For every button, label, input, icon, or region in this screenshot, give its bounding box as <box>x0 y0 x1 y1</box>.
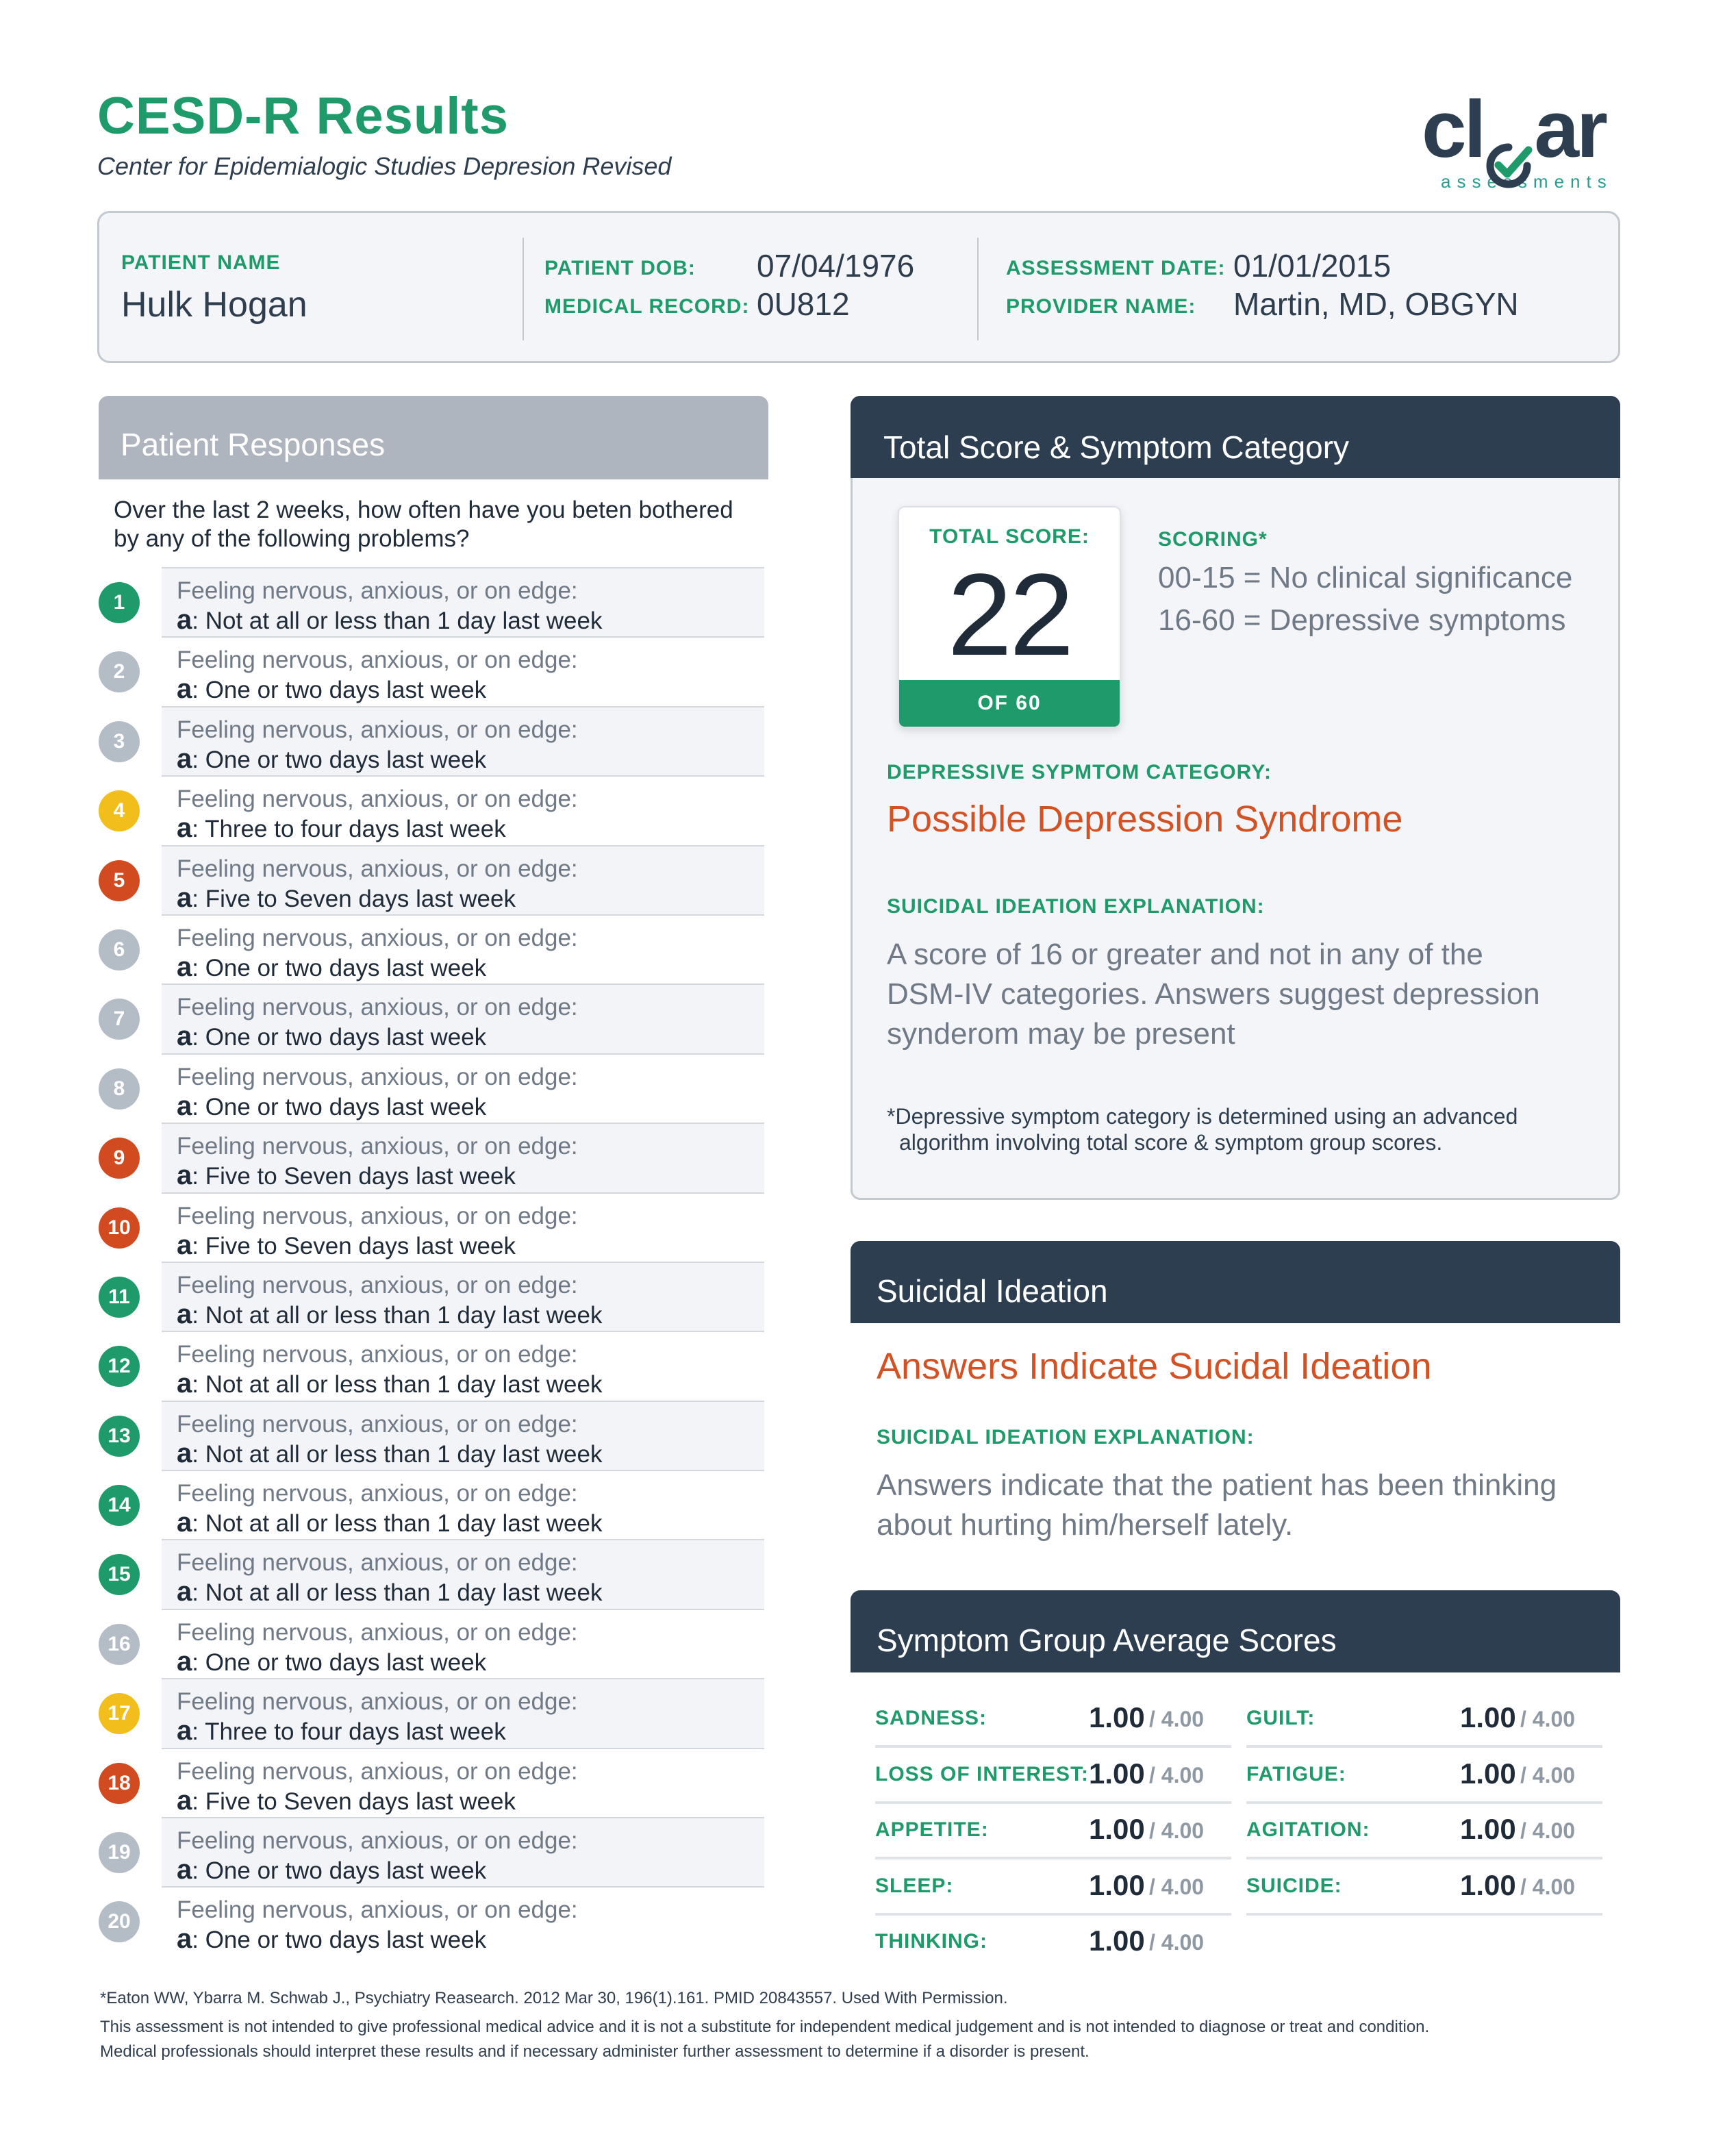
response-question: Feeling nervous, anxious, or on edge: <box>177 1410 578 1438</box>
response-question: Feeling nervous, anxious, or on edge: <box>177 1271 578 1299</box>
patient-responses-title: Patient Responses <box>99 396 768 479</box>
symptom-group-name: SLEEP: <box>875 1874 954 1897</box>
response-number-badge: 7 <box>99 999 140 1040</box>
response-card <box>162 1817 764 1886</box>
response-number-badge: 3 <box>99 721 140 762</box>
response-card <box>162 914 764 983</box>
symptom-group-score: 1.00 <box>1460 1757 1516 1790</box>
response-card <box>162 567 764 636</box>
symptom-group-max: / 4.00 <box>1520 1874 1576 1899</box>
answer-prefix: a <box>177 605 192 635</box>
disclaimer-line: This assessment is not intended to give professional medical advice and it is not a substitute for independent medical judgement and is not intended to diagnose or treat and condition. <box>100 2018 1430 2036</box>
response-number-badge: 14 <box>99 1485 140 1526</box>
response-question: Feeling nervous, anxious, or on edge: <box>177 1133 578 1160</box>
answer-prefix: a <box>177 1507 192 1538</box>
answer-text: Not at all or less than 1 day last week <box>205 1510 603 1538</box>
response-card <box>162 1123 764 1192</box>
symptom-group-row <box>875 1803 1231 1859</box>
response-number-badge: 10 <box>99 1207 140 1249</box>
response-card <box>162 1331 764 1400</box>
response-number-badge: 11 <box>99 1277 140 1318</box>
response-card <box>162 1401 764 1470</box>
response-item <box>99 1817 768 1886</box>
response-item <box>99 1401 768 1470</box>
answer-prefix: a <box>177 1855 192 1885</box>
answer-prefix: a <box>177 1229 192 1260</box>
response-question: Feeling nervous, anxious, or on edge: <box>177 786 578 813</box>
response-card <box>162 775 764 844</box>
response-item <box>99 706 768 775</box>
response-answer: a: Not at all or less than 1 day last week <box>177 1299 603 1329</box>
answer-text: One or two days last week <box>205 1024 487 1051</box>
response-answer: a: One or two days last week <box>177 1090 487 1121</box>
symptom-group-row <box>1246 1748 1602 1804</box>
symptom-group-max: / 4.00 <box>1149 1707 1205 1731</box>
category-explanation <box>887 935 1540 1054</box>
response-item <box>99 914 768 983</box>
response-number-badge: 9 <box>99 1138 140 1179</box>
response-answer: a: One or two days last week <box>177 674 487 705</box>
medical-record-label: MEDICAL RECORD: <box>544 295 750 318</box>
response-answer: a: Three to four days last week <box>177 813 506 844</box>
explanation-line: about hurting him/herself lately. <box>877 1508 1294 1542</box>
response-number-badge: 5 <box>99 860 140 901</box>
response-item <box>99 1678 768 1747</box>
response-card <box>162 845 764 914</box>
symptom-group-max: / 4.00 <box>1520 1762 1576 1788</box>
response-card <box>162 1609 764 1678</box>
response-card <box>162 1539 764 1608</box>
response-item <box>99 1262 768 1331</box>
patient-name: Hulk Hogan <box>121 285 307 325</box>
response-answer: a: One or two days last week <box>177 1646 487 1677</box>
answer-prefix: a <box>177 1368 192 1399</box>
answer-text: One or two days last week <box>205 1927 487 1954</box>
page-subtitle: Center for Epidemialogic Studies Depresion Revised <box>97 152 672 180</box>
response-item <box>99 567 768 636</box>
scoring-line: 00-15 = No clinical significance <box>1158 561 1573 594</box>
clear-assessments-logo <box>1422 84 1620 192</box>
answer-prefix: a <box>177 743 192 774</box>
response-number-badge: 6 <box>99 929 140 970</box>
response-answer: a: Five to Seven days last week <box>177 1160 516 1191</box>
response-answer: a: Not at all or less than 1 day last week <box>177 605 603 635</box>
symptom-group-name: AGITATION: <box>1246 1818 1370 1841</box>
symptom-group-name: LOSS OF INTEREST: <box>875 1762 1090 1785</box>
symptom-group-max: / 4.00 <box>1149 1818 1205 1843</box>
response-answer: a: One or two days last week <box>177 1021 487 1052</box>
response-card <box>162 1192 764 1262</box>
symptom-group-row <box>875 1915 1231 1971</box>
symptom-group-name: FATIGUE: <box>1246 1762 1346 1785</box>
total-score-max: OF 60 <box>899 680 1120 727</box>
response-answer: a: Not at all or less than 1 day last week <box>177 1368 603 1399</box>
patient-dob: 07/04/1976 <box>757 248 915 284</box>
symptom-group-panel <box>851 1590 1620 1974</box>
symptom-group-row <box>875 1692 1231 1748</box>
response-answer: a: Five to Seven days last week <box>177 1229 516 1260</box>
citation: *Eaton WW, Ybarra M. Schwab J., Psychiatry Reasearch. 2012 Mar 30, 196(1).161. PMID 20843557. Used With Permission. <box>100 1989 1008 2007</box>
response-question: Feeling nervous, anxious, or on edge: <box>177 1757 578 1785</box>
provider-name-label: PROVIDER NAME: <box>1006 295 1196 318</box>
response-item <box>99 1192 768 1262</box>
symptom-group-name: APPETITE: <box>875 1818 989 1841</box>
divider <box>523 238 524 340</box>
response-item <box>99 1539 768 1608</box>
symptom-group-row <box>875 1748 1231 1804</box>
response-item <box>99 983 768 1053</box>
symptom-category-label: DEPRESSIVE SYPMTOM CATEGORY: <box>887 761 1272 784</box>
response-item <box>99 1609 768 1678</box>
answer-text: Three to four days last week <box>205 816 506 843</box>
symptom-group-name: SUICIDE: <box>1246 1874 1342 1897</box>
answer-prefix: a <box>177 1160 192 1191</box>
medical-record: 0U812 <box>757 286 850 322</box>
patient-info-box <box>97 211 1620 363</box>
response-answer: a: Five to Seven days last week <box>177 1785 516 1816</box>
symptom-group-score: 1.00 <box>1089 1757 1145 1790</box>
answer-prefix: a <box>177 1716 192 1746</box>
explanation-line: Answers indicate that the patient has been thinking <box>877 1468 1557 1502</box>
symptom-group-score: 1.00 <box>1089 1813 1145 1845</box>
response-question: Feeling nervous, anxious, or on edge: <box>177 1688 578 1716</box>
response-item <box>99 1123 768 1192</box>
check-icon <box>1485 122 1533 170</box>
scoring-label: SCORING* <box>1158 528 1268 551</box>
response-answer: a: One or two days last week <box>177 951 487 982</box>
answer-prefix: a <box>177 1299 192 1329</box>
response-number-badge: 20 <box>99 1901 140 1942</box>
footnote-line: algorithm involving total score & symptom group scores. <box>899 1130 1443 1155</box>
symptom-group-score: 1.00 <box>1089 1925 1145 1957</box>
answer-text: Three to four days last week <box>205 1718 506 1746</box>
responses-list <box>99 567 768 1956</box>
symptom-group-name: THINKING: <box>875 1930 987 1953</box>
disclaimer-line: Medical professionals should interpret these results and if necessary administer further assessment to determine if a disorder is present. <box>100 2042 1090 2061</box>
answer-text: Not at all or less than 1 day last week <box>205 1301 603 1329</box>
response-answer: a: One or two days last week <box>177 1924 487 1955</box>
response-card <box>162 706 764 775</box>
answer-prefix: a <box>177 1924 192 1955</box>
responses-question: Over the last 2 weeks, how often have you beten bothered by any of the following problems? <box>114 497 733 552</box>
symptom-group-name: GUILT: <box>1246 1707 1316 1729</box>
symptom-group-max: / 4.00 <box>1520 1818 1576 1843</box>
answer-text: Not at all or less than 1 day last week <box>205 1440 603 1468</box>
response-item <box>99 1331 768 1400</box>
category-footnote <box>887 1103 1518 1155</box>
response-question: Feeling nervous, anxious, or on edge: <box>177 1202 578 1229</box>
scoring-line: 16-60 = Depressive symptoms <box>1158 603 1566 637</box>
answer-text: One or two days last week <box>205 746 487 773</box>
total-score-value: 22 <box>947 550 1072 680</box>
assessment-date: 01/01/2015 <box>1233 248 1392 284</box>
answer-text: Not at all or less than 1 day last week <box>205 607 603 634</box>
symptom-category: Possible Depression Syndrome <box>887 799 1403 840</box>
answer-text: Not at all or less than 1 day last week <box>205 1371 603 1399</box>
response-number-badge: 18 <box>99 1763 140 1804</box>
response-answer: a: One or two days last week <box>177 743 487 774</box>
logo-word-end: ar <box>1534 84 1605 175</box>
response-item <box>99 845 768 914</box>
answer-text: One or two days last week <box>205 1649 487 1676</box>
patient-dob-label: PATIENT DOB: <box>544 257 696 279</box>
response-card <box>162 1886 764 1955</box>
symptom-group-score: 1.00 <box>1460 1813 1516 1845</box>
symptom-group-score: 1.00 <box>1460 1868 1516 1901</box>
response-card <box>162 1678 764 1747</box>
symptom-group-max: / 4.00 <box>1149 1874 1205 1899</box>
response-item <box>99 1886 768 1955</box>
divider <box>977 238 979 340</box>
symptom-group-name: SADNESS: <box>875 1707 987 1729</box>
response-question: Feeling nervous, anxious, or on edge: <box>177 1480 578 1507</box>
response-number-badge: 16 <box>99 1624 140 1665</box>
answer-prefix: a <box>177 1646 192 1677</box>
answer-text: One or two days last week <box>205 1857 487 1885</box>
response-card <box>162 1053 764 1123</box>
explanation-line: A score of 16 or greater and not in any of the <box>887 938 1483 971</box>
response-question: Feeling nervous, anxious, or on edge: <box>177 647 578 674</box>
symptom-group-score: 1.00 <box>1089 1701 1145 1733</box>
logo-word-start: cl <box>1422 84 1484 175</box>
response-number-badge: 2 <box>99 651 140 692</box>
response-question: Feeling nervous, anxious, or on edge: <box>177 1896 578 1924</box>
suicidal-ideation-title: Suicidal Ideation <box>851 1241 1620 1323</box>
response-question: Feeling nervous, anxious, or on edge: <box>177 1063 578 1090</box>
response-number-badge: 15 <box>99 1554 140 1595</box>
response-question: Feeling nervous, anxious, or on edge: <box>177 1549 578 1577</box>
response-card <box>162 983 764 1053</box>
response-item <box>99 1748 768 1817</box>
response-card <box>162 636 764 705</box>
symptom-group-row <box>875 1859 1231 1916</box>
answer-prefix: a <box>177 813 192 844</box>
ideation-explanation-label: SUICIDAL IDEATION EXPLANATION: <box>887 895 1265 918</box>
symptom-group-title: Symptom Group Average Scores <box>851 1590 1620 1672</box>
total-score-panel <box>851 396 1620 1200</box>
patient-name-block <box>121 251 307 325</box>
response-question: Feeling nervous, anxious, or on edge: <box>177 1341 578 1368</box>
provider-name: Martin, MD, OBGYN <box>1233 286 1519 322</box>
patient-name-label: PATIENT NAME <box>121 251 281 274</box>
answer-prefix: a <box>177 1438 192 1468</box>
answer-text: Not at all or less than 1 day last week <box>205 1579 603 1607</box>
answer-prefix: a <box>177 1785 192 1816</box>
footnote-line: *Depressive symptom category is determined using an advanced <box>887 1104 1518 1129</box>
response-number-badge: 8 <box>99 1068 140 1110</box>
response-number-badge: 4 <box>99 790 140 831</box>
answer-text: Five to Seven days last week <box>205 1232 516 1259</box>
symptom-group-max: / 4.00 <box>1149 1930 1205 1955</box>
symptom-group-row <box>1246 1859 1602 1916</box>
response-number-badge: 17 <box>99 1693 140 1734</box>
response-answer: a: Not at all or less than 1 day last week <box>177 1577 603 1607</box>
answer-prefix: a <box>177 1021 192 1052</box>
answer-prefix: a <box>177 1577 192 1607</box>
explanation-line: synderom may be present <box>887 1017 1235 1051</box>
response-answer: a: Three to four days last week <box>177 1716 506 1746</box>
response-item <box>99 1053 768 1123</box>
response-answer: a: Five to Seven days last week <box>177 882 516 913</box>
report-header <box>97 87 672 181</box>
answer-text: Five to Seven days last week <box>205 1788 516 1815</box>
logo-tagline: assessments <box>1441 171 1613 192</box>
answer-prefix: a <box>177 1090 192 1121</box>
logo-wordmark <box>1422 84 1620 175</box>
answer-text: Five to Seven days last week <box>205 885 516 912</box>
response-number-badge: 1 <box>99 582 140 623</box>
answer-prefix: a <box>177 674 192 705</box>
response-question: Feeling nervous, anxious, or on edge: <box>177 1618 578 1646</box>
response-item <box>99 636 768 705</box>
response-question: Feeling nervous, anxious, or on edge: <box>177 1827 578 1855</box>
answer-prefix: a <box>177 951 192 982</box>
suicidal-ideation-panel <box>851 1241 1620 1583</box>
answer-text: One or two days last week <box>205 954 487 981</box>
total-score-title: Total Score & Symptom Category <box>851 396 1620 478</box>
symptom-group-row <box>1246 1803 1602 1859</box>
page-title: CESD-R Results <box>97 87 509 145</box>
response-answer: a: Not at all or less than 1 day last week <box>177 1438 603 1468</box>
response-item <box>99 1470 768 1539</box>
symptom-group-row <box>1246 1692 1602 1748</box>
ideation-explanation <box>877 1466 1557 1545</box>
answer-text: One or two days last week <box>205 677 487 704</box>
total-score-label: TOTAL SCORE: <box>929 525 1090 548</box>
response-card <box>162 1262 764 1331</box>
response-answer: a: One or two days last week <box>177 1855 487 1885</box>
answer-prefix: a <box>177 882 192 913</box>
response-question: Feeling nervous, anxious, or on edge: <box>177 716 578 743</box>
answer-text: Five to Seven days last week <box>205 1163 516 1190</box>
symptom-group-max: / 4.00 <box>1149 1762 1205 1788</box>
response-number-badge: 19 <box>99 1832 140 1873</box>
response-number-badge: 13 <box>99 1416 140 1457</box>
response-question: Feeling nervous, anxious, or on edge: <box>177 855 578 882</box>
response-number-badge: 12 <box>99 1346 140 1387</box>
patient-responses-panel <box>99 396 768 1956</box>
response-item <box>99 775 768 844</box>
symptom-group-score: 1.00 <box>1089 1868 1145 1901</box>
response-question: Feeling nervous, anxious, or on edge: <box>177 577 578 604</box>
response-answer: a: Not at all or less than 1 day last week <box>177 1507 603 1538</box>
ideation-headline: Answers Indicate Sucidal Ideation <box>877 1346 1432 1387</box>
response-card <box>162 1748 764 1817</box>
symptom-group-max: / 4.00 <box>1520 1707 1576 1731</box>
assessment-date-label: ASSESSMENT DATE: <box>1006 257 1226 279</box>
symptom-group-score: 1.00 <box>1460 1701 1516 1733</box>
explanation-line: DSM-IV categories. Answers suggest depression <box>887 977 1540 1011</box>
ideation-explanation-label: SUICIDAL IDEATION EXPLANATION: <box>877 1426 1255 1449</box>
response-question: Feeling nervous, anxious, or on edge: <box>177 994 578 1021</box>
response-question: Feeling nervous, anxious, or on edge: <box>177 924 578 951</box>
total-score-box <box>898 506 1121 728</box>
response-card <box>162 1470 764 1539</box>
answer-text: One or two days last week <box>205 1093 487 1120</box>
